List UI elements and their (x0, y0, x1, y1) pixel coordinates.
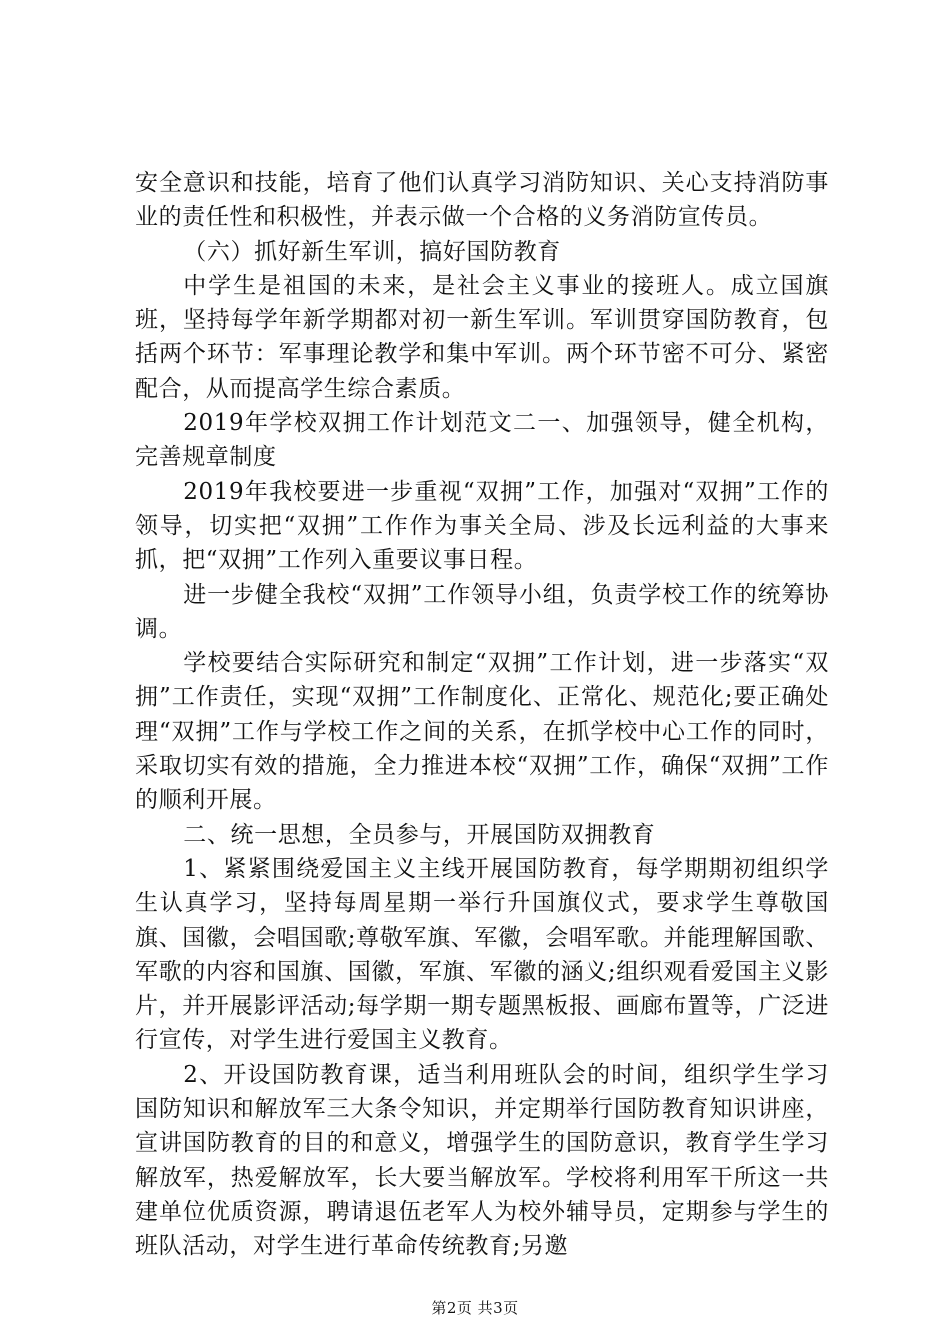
page-number-footer: 第2页 共3页 (431, 1299, 519, 1317)
paragraph-work-plan: 学校要结合实际研究和制定“双拥”工作计划，进一步落实“双拥”工作责任，实现“双拥”工作制度化、正常化、规范化;要正确处理“双拥”工作与学校工作之间的关系，在抓学校中心工作的同时，采取切实有效的措施，全力推进本校“双拥”工作，确保“双拥”工作的顺利开展。 (135, 650, 829, 814)
document-body (135, 166, 829, 1264)
paragraph-leadership: 2019年我校要进一步重视“双拥”工作，加强对“双拥”工作的领导，切实把“双拥”工作作为事关全局、涉及长远利益的大事来抓，把“双拥”工作列入重要议事日程。 (135, 478, 829, 574)
paragraph-item-1: 1、紧紧围绕爱国主义主线开展国防教育，每学期期初组织学生认真学习，坚持每周星期一举行升国旗仪式，要求学生尊敬国旗、国徽，会唱国歌;尊敬军旗、军徽，会唱军歌。并能理解国歌、军歌的内容和国旗、国徽，军旗、军徽的涵义;组织观看爱国主义影片，并开展影评活动;每学期一期专题黑板报、画廊布置等，广泛进行宣传，对学生进行爱国主义教育。 (135, 855, 829, 1054)
section-heading-two: 二、统一思想，全员参与，开展国防双拥教育 (183, 821, 656, 848)
paragraph-military-training: 中学生是祖国的未来，是社会主义事业的接班人。成立国旗班，坚持每学年新学期都对初一新生军训。军训贯穿国防教育，包括两个环节：军事理论教学和集中军训。两个环节密不可分、紧密配合，从而提高学生综合素质。 (135, 272, 829, 402)
paragraph-leading-group: 进一步健全我校“双拥”工作领导小组，负责学校工作的统筹协调。 (135, 581, 829, 642)
section-heading-six: （六）抓好新生军训，搞好国防教育 (183, 238, 561, 265)
paragraph-plan-title: 2019年学校双拥工作计划范文二一、加强领导，健全机构，完善规章制度 (135, 410, 829, 471)
paragraph-item-2: 2、开设国防教育课，适当利用班队会的时间，组织学生学习国防知识和解放军三大条令知识，并定期举行国防教育知识讲座，宣讲国防教育的目的和意义，增强学生的国防意识，教育学生学习解放军，热爱解放军，长大要当解放军。学校将利用军干所这一共建单位优质资源，聘请退伍老军人为校外辅导员，定期参与学生的班队活动，对学生进行革命传统教育;另邀 (135, 1061, 829, 1260)
paragraph-continuation: 安全意识和技能，培育了他们认真学习消防知识、关心支持消防事业的责任性和积极性，并表示做一个合格的义务消防宣传员。 (135, 170, 829, 231)
